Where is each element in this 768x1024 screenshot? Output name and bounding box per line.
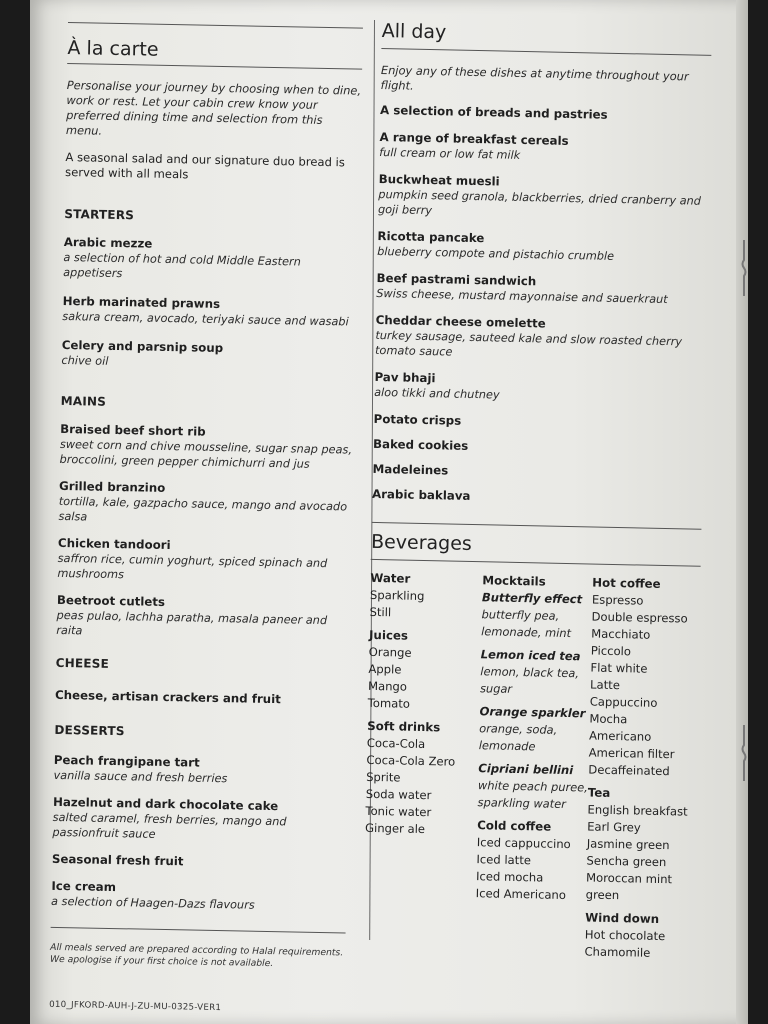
bev-item: Hot chocolate bbox=[584, 927, 666, 944]
mocktail-description: orange, soda, lemonade bbox=[478, 721, 558, 754]
dish-description: a selection of hot and cold Middle Eastern appetisers bbox=[63, 250, 301, 281]
dish-description: saffron rice, cumin yoghurt, spiced spinach and mushrooms bbox=[57, 551, 328, 582]
bev-item: Macchiato bbox=[591, 626, 651, 642]
dish-name: Chicken tandoori bbox=[57, 535, 171, 553]
bev-item: Cappuccino bbox=[589, 694, 658, 710]
bev-item: Earl Grey bbox=[587, 819, 641, 835]
bev-item: Tomato bbox=[367, 695, 411, 711]
bev-item: Sprite bbox=[366, 769, 401, 785]
bev-item: Sencha green bbox=[586, 853, 667, 870]
dish-item bbox=[62, 294, 358, 330]
dish-name: Ricotta pancake bbox=[377, 228, 485, 246]
footnote-rule bbox=[51, 927, 346, 934]
dish-name: Grilled branzino bbox=[58, 478, 166, 495]
starters-heading: STARTERS bbox=[64, 206, 135, 223]
beverages-col-3 bbox=[584, 575, 704, 963]
a-la-carte-column bbox=[49, 22, 363, 1015]
dish-name: Ice cream bbox=[51, 878, 117, 895]
all-day-column bbox=[363, 20, 712, 960]
bev-item: Coca-Cola bbox=[366, 735, 426, 752]
dish-name: Potato crisps bbox=[373, 411, 462, 428]
beverages-col-1 bbox=[365, 570, 479, 839]
dish-description: full cream or low fat milk bbox=[379, 145, 521, 162]
bev-item: Moroccan mint green bbox=[585, 870, 673, 903]
bev-item: Flat white bbox=[590, 660, 648, 676]
bev-item: Tonic water bbox=[365, 803, 432, 820]
beverages-top-rule bbox=[371, 522, 701, 530]
bev-item: Jasmine green bbox=[586, 836, 670, 853]
bev-item: Americano bbox=[588, 728, 652, 744]
bev-item: Soda water bbox=[365, 786, 432, 803]
menu-code: 010_JFKORD-AUH-J-ZU-MU-0325-VER1 bbox=[49, 999, 222, 1014]
binding-staple-top bbox=[740, 240, 746, 282]
bev-heading-water: Water bbox=[370, 570, 411, 586]
dish-description: pumpkin seed granola, blackberries, dried cranberry and goji berry bbox=[377, 187, 702, 218]
bev-item: Ginger ale bbox=[364, 820, 426, 837]
all-day-intro: Enjoy any of these dishes at anytime throughout your flight. bbox=[380, 62, 689, 93]
title-underline bbox=[381, 48, 711, 56]
dish-description: tortilla, kale, gazpacho sauce, mango and avocado salsa bbox=[58, 494, 348, 524]
desserts-heading: DESSERTS bbox=[54, 722, 125, 739]
bev-item: Chamomile bbox=[584, 944, 651, 960]
beverages-grid bbox=[363, 570, 701, 960]
bev-item: Mocha bbox=[589, 711, 628, 727]
bev-item: Coca-Cola Zero bbox=[366, 752, 456, 769]
beverages-col-2 bbox=[476, 572, 593, 904]
dish-name: Arabic baklava bbox=[371, 486, 471, 503]
dish-name: A selection of breads and pastries bbox=[379, 102, 608, 122]
halal-footnote: All meals served are prepared according to Halal requirements. We apologise if your first choice is not available. bbox=[49, 941, 344, 970]
mains-heading: MAINS bbox=[60, 393, 107, 409]
cheese-item: Cheese, artisan crackers and fruit bbox=[54, 687, 281, 707]
bev-heading-mocktails: Mocktails bbox=[482, 573, 546, 589]
dish-name: Arabic mezze bbox=[63, 234, 153, 251]
section-title-beverages: Beverages bbox=[370, 530, 473, 555]
dish-name: Celery and parsnip soup bbox=[61, 337, 224, 356]
bev-item: Piccolo bbox=[590, 643, 632, 659]
bev-heading-juices: Juices bbox=[368, 627, 409, 643]
dish-description: sakura cream, avocado, teriyaki sauce and wasabi bbox=[62, 309, 349, 329]
bev-heading-soft-drinks: Soft drinks bbox=[367, 718, 441, 735]
mocktail-description: butterfly pea, lemonade, mint bbox=[481, 607, 572, 641]
dish-name: Braised beef short rib bbox=[60, 421, 206, 439]
bev-item: English breakfast bbox=[587, 802, 688, 819]
dish-name: Pav bhaji bbox=[374, 369, 436, 386]
dish-item bbox=[375, 313, 706, 365]
bev-heading-cold-coffee: Cold coffee bbox=[477, 818, 552, 834]
bev-item: Orange bbox=[368, 644, 412, 660]
dish-name: Seasonal fresh fruit bbox=[51, 851, 184, 869]
dish-name: Peach frangipane tart bbox=[53, 752, 200, 770]
bev-item: Iced latte bbox=[476, 852, 532, 868]
dish-item bbox=[61, 338, 357, 374]
dish-description: turkey sausage, sauteed kale and slow roasted cherry tomato sauce bbox=[374, 328, 683, 359]
dish-description: a selection of Haagen-Dazs flavours bbox=[50, 894, 255, 912]
dish-name: Beetroot cutlets bbox=[56, 592, 166, 609]
dish-item bbox=[56, 593, 352, 644]
bev-item: Mango bbox=[367, 678, 408, 694]
dish-name: Cheddar cheese omelette bbox=[375, 312, 546, 331]
bev-item: Decaffeinated bbox=[588, 762, 670, 779]
dish-name: Beef pastrami sandwich bbox=[376, 270, 537, 289]
dish-item bbox=[57, 536, 353, 587]
bread-note: A seasonal salad and our signature duo bread is served with all meals bbox=[64, 149, 345, 182]
bev-item: Double espresso bbox=[591, 609, 688, 626]
title-underline bbox=[371, 559, 701, 567]
mocktail-name: Orange sparkler bbox=[479, 704, 586, 721]
dish-name: Hazelnut and dark chocolate cake bbox=[52, 794, 279, 814]
dish-item bbox=[63, 235, 359, 286]
bev-heading-tea: Tea bbox=[587, 785, 611, 800]
mocktail-name: Butterfly effect bbox=[481, 590, 583, 607]
bev-item: Iced cappuccino bbox=[476, 835, 571, 852]
bev-item: American filter bbox=[588, 745, 675, 762]
dish-name: Buckwheat muesli bbox=[378, 171, 500, 189]
page-edge bbox=[736, 0, 748, 1024]
dish-description: Swiss cheese, mustard mayonnaise and sauerkraut bbox=[376, 286, 668, 307]
dish-description: blueberry compote and pistachio crumble bbox=[377, 244, 615, 263]
bev-item: Apple bbox=[368, 661, 402, 677]
dish-item bbox=[378, 172, 709, 224]
dish-description: chive oil bbox=[61, 353, 109, 368]
dish-name: Herb marinated prawns bbox=[62, 293, 221, 311]
bev-item: Iced mocha bbox=[475, 869, 544, 885]
cheese-heading: CHEESE bbox=[55, 655, 110, 671]
binding-staple-bottom bbox=[740, 725, 746, 767]
section-title-a-la-carte: À la carte bbox=[67, 36, 159, 61]
mocktail-name: Cipriani bellini bbox=[478, 761, 574, 778]
section-title-all-day: All day bbox=[381, 20, 447, 44]
dish-name: Madeleines bbox=[372, 461, 449, 478]
bev-item: Espresso bbox=[591, 592, 644, 608]
dish-description: vanilla sauce and fresh berries bbox=[53, 768, 228, 786]
dish-item bbox=[58, 479, 354, 530]
dish-description: sweet corn and chive mousseline, sugar snap peas, broccolini, green pepper chimichurri and jus bbox=[59, 437, 353, 471]
bev-heading-hot-coffee: Hot coffee bbox=[592, 575, 661, 591]
dish-description: salted caramel, fresh berries, mango and passionfruit sauce bbox=[52, 810, 287, 841]
dish-name: A range of breakfast cereals bbox=[379, 129, 569, 148]
title-underline bbox=[67, 63, 362, 70]
mocktail-name: Lemon iced tea bbox=[480, 647, 581, 664]
bev-item: Still bbox=[369, 604, 392, 620]
dish-item bbox=[59, 422, 355, 473]
dish-item bbox=[52, 795, 348, 846]
dish-name: Baked cookies bbox=[372, 436, 469, 453]
dish-description: aloo tikki and chutney bbox=[374, 385, 500, 402]
bev-item: Iced Americano bbox=[475, 886, 567, 903]
bev-heading-wind-down: Wind down bbox=[585, 910, 660, 926]
dish-item bbox=[53, 753, 349, 789]
bev-item: Sparkling bbox=[369, 587, 425, 604]
dish-item bbox=[51, 879, 347, 915]
bev-item: Latte bbox=[589, 677, 621, 693]
intro-text: Personalise your journey by choosing when to dine, work or rest. Let your cabin crew know your preferred dining time and selection from this menu. bbox=[65, 77, 362, 138]
mocktail-description: lemon, black tea, sugar bbox=[479, 664, 580, 696]
dish-description: peas pulao, lachha paratha, masala paneer and raita bbox=[56, 608, 328, 638]
mocktail-description: white peach puree, sparkling water bbox=[477, 778, 589, 812]
